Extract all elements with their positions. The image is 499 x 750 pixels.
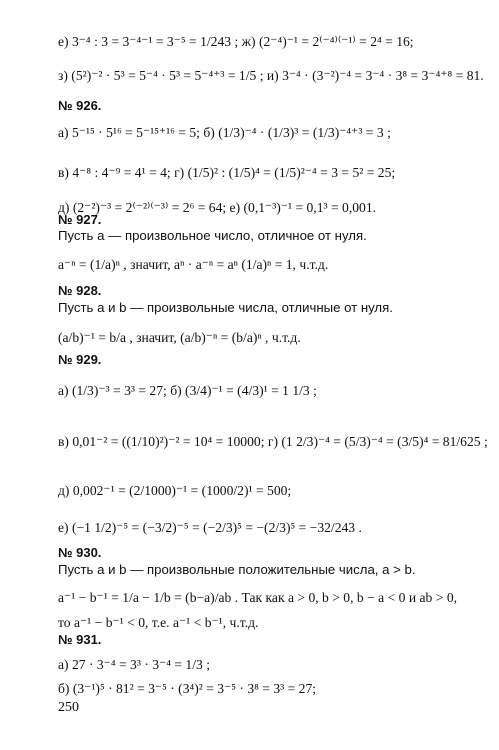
problem-number-926: № 926.: [58, 98, 102, 113]
line-l17: е) (−1 1/2)⁻⁵ = (−3/2)⁻⁵ = (−2/3)⁵ = −(2/3)⁵ = −32/243 .: [58, 520, 362, 535]
line-l16: д) 0,002⁻¹ = (2/1000)⁻¹ = (1000/2)¹ = 500;: [58, 483, 292, 498]
line-l01: е) 3⁻⁴ : 3 = 3⁻⁴⁻¹ = 3⁻⁵ = 1/243 ; ж) (2⁻⁴)⁻¹ = 2⁽⁻⁴⁾⁽⁻¹⁾ = 2⁴ = 16;: [58, 34, 414, 49]
line-l14: а) (1/3)⁻³ = 3³ = 27; б) (3/4)⁻¹ = (4/3)¹ = 1 1/3 ;: [58, 383, 317, 398]
problem-number-928: № 928.: [58, 283, 102, 298]
line-l20: a⁻¹ − b⁻¹ = 1/a − 1/b = (b−a)/ab . Так как a > 0, b > 0, b − a < 0 и ab > 0,: [58, 590, 458, 605]
line-l12: (a/b)⁻¹ = b/a , значит, (a/b)⁻ⁿ = (b/a)ⁿ , ч.т.д.: [58, 330, 301, 345]
line-l08: Пусть a — произвольное число, отличное от нуля.: [58, 228, 367, 243]
line-l23: а) 27 · 3⁻⁴ = 3³ · 3⁻⁴ = 1/3 ;: [58, 657, 210, 672]
line-l11: Пусть a и b — произвольные числа, отличные от нуля.: [58, 300, 393, 315]
line-l15: в) 0,01⁻² = ((1/10)²)⁻² = 10⁴ = 10000; г) (1 2/3)⁻⁴ = (5/3)⁻⁴ = (3/5)⁴ = 81/625 ;: [58, 434, 488, 449]
line-l05: в) 4⁻⁸ : 4⁻⁹ = 4¹ = 4; г) (1/5)² : (1/5)⁴ = (1/5)²⁻⁴ = 3 = 5² = 25;: [58, 165, 396, 180]
problem-number-927: № 927.: [58, 212, 102, 227]
line-l06: д) (2⁻²)⁻³ = 2⁽⁻²⁾⁽⁻³⁾ = 2⁶ = 64; е) (0,1⁻³)⁻¹ = 0,1³ = 0,001.: [58, 200, 377, 215]
line-l09: a⁻ⁿ = (1/a)ⁿ , значит, aⁿ · a⁻ⁿ = aⁿ (1/a)ⁿ = 1, ч.т.д.: [58, 257, 329, 272]
page-number: 250: [58, 700, 79, 715]
line-l02: з) (5²)⁻² · 5³ = 5⁻⁴ · 5³ = 5⁻⁴⁺³ = 1/5 ; и) 3⁻⁴ · (3⁻²)⁻⁴ = 3⁻⁴ · 3⁸ = 3⁻⁴⁺⁸ = 81.: [58, 68, 484, 83]
line-l19: Пусть a и b — произвольные положительные числа, a > b.: [58, 562, 416, 577]
line-l04: а) 5⁻¹⁵ · 5¹⁶ = 5⁻¹⁵⁺¹⁶ = 5; б) (1/3)⁻⁴ · (1/3)³ = (1/3)⁻⁴⁺³ = 3 ;: [58, 125, 391, 140]
problem-number-929: № 929.: [58, 352, 102, 367]
line-l21: то a⁻¹ − b⁻¹ < 0, т.е. a⁻¹ < b⁻¹, ч.т.д.: [58, 615, 259, 630]
line-l24: б) (3⁻¹)⁵ · 81² = 3⁻⁵ · (3⁴)² = 3⁻⁵ · 3⁸ = 3³ = 27;: [58, 681, 317, 696]
problem-number-930: № 930.: [58, 545, 102, 560]
problem-number-931: № 931.: [58, 632, 102, 647]
